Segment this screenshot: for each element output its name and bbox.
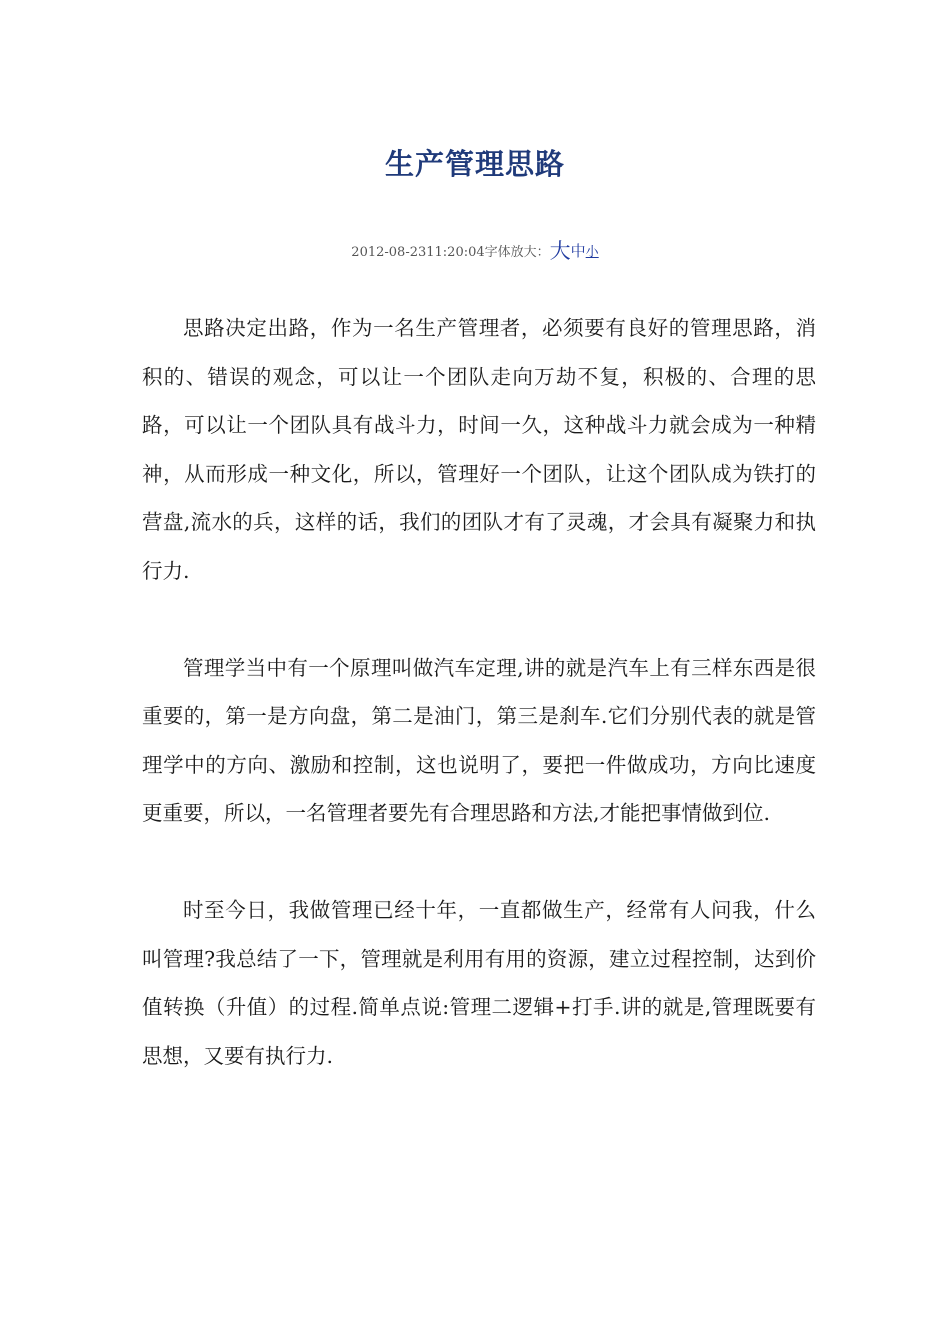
paragraph: 思路决定出路，作为一名生产管理者，必须要有良好的管理思路，消积的、错误的观念，可以让一个团队走向万劫不复，积极的、合理的思路，可以让一个团队具有战斗力，时间一久，这种战斗力就会成为一种精神，从而形成一种文化，所以，管理好一个团队，让这个团队成为铁打的营盘,流水的兵，这样的话，我们的团队才有了灵魂，才会具有凝聚力和执行力. xyxy=(142,316,816,583)
paragraph: 管理学当中有一个原理叫做汽车定理,讲的就是汽车上有三样东西是很重要的，第一是方向盘，第二是油门，第三是刹车.它们分别代表的就是管理学中的方向、激励和控制，这也说明了，要把一件做成功，方向比速度更重要，所以，一名管理者要先有合理思路和方法,才能把事情做到位. xyxy=(142,655,816,826)
font-small-link[interactable]: 小 xyxy=(585,245,599,260)
paragraph: 时至今日，我做管理已经十年，一直都做生产，经常有人问我，什么叫管理?我总结了一下，管理就是利用有用的资源，建立过程控制，达到价值转换（升值）的过程.简单点说:管理二逻辑+打手.讲的就是,管理既要有思想，又要有执行力. xyxy=(142,897,816,1068)
publish-datetime: 2012-08-2311:20:04 xyxy=(351,245,485,260)
font-medium-link[interactable]: 中 xyxy=(570,242,586,260)
font-large-link[interactable]: 大 xyxy=(549,239,571,263)
font-size-label: 字体放大： xyxy=(484,245,550,260)
article-body xyxy=(142,304,816,1128)
page-title: 生产管理思路 xyxy=(384,147,565,181)
article-meta xyxy=(0,238,950,266)
